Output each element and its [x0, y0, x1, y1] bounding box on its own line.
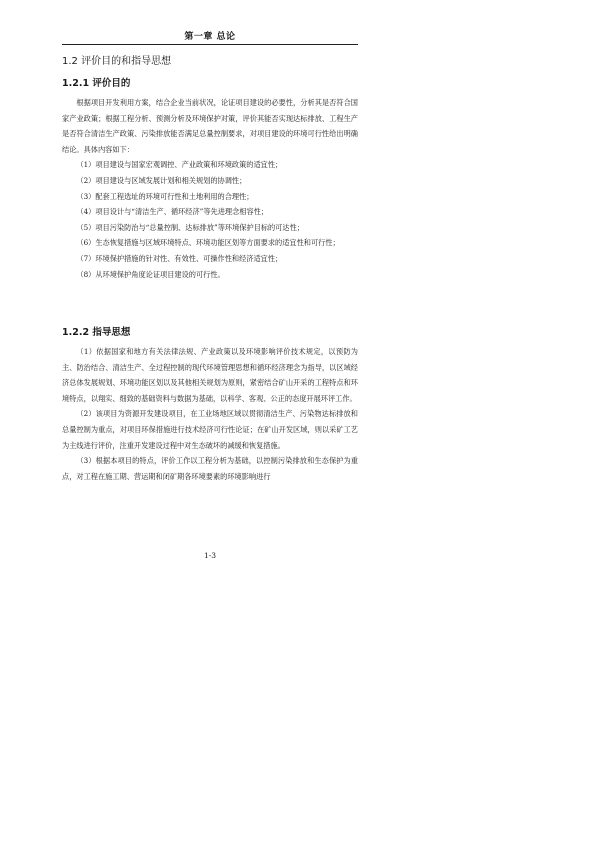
purpose-list-item: （2）项目建设与区域发展计划和相关规划的协调性； — [76, 175, 247, 185]
purpose-list-item: （5）项目污染防治与“总量控制、达标排放”等环境保护目标的可达性； — [76, 222, 304, 232]
guiding-principles-body — [62, 344, 358, 484]
principle-paragraph: （2）该项目为资源开发建设项目，在工业场地区域以贯彻清洁生产、污染物达标排放和总量控制为重点，对项目环保措施进行技术经济可行性论证；在矿山开发区域，则以采矿工艺为主线进行评价，注重开发建设过程中对生态破坏的减缓和恢复措施。 — [62, 409, 358, 450]
purpose-body — [62, 95, 358, 282]
purpose-list-item: （7）环境保护措施的针对性、有效性、可操作性和经济适宜性； — [76, 253, 283, 263]
purpose-list-item: （3）配套工程选址的环境可行性和土地利用的合理性； — [76, 191, 254, 201]
purpose-list-item: （1）项目建设与国家宏观调控、产业政策和环境政策的适宜性； — [76, 160, 283, 170]
running-header: 第一章 总论 — [184, 32, 236, 42]
principle-paragraph: （1）依据国家和地方有关法律法规、产业政策以及环境影响评价技术规定，以预防为主、防治结合、清洁生产、全过程控制的现代环境管理思想和循环经济理念为指导，以区域经济总体发展规划、环境功能区划以及其他相关规划为原则，紧密结合矿山开采的工程特点和环境特点，以翔实、细致的基础资料与数据为基础，以科学、客观、公正的态度开展环评工作。 — [62, 347, 358, 403]
principle-paragraph: （3）根据本项目的特点，评价工作以工程分析为基础，以控制污染排放和生态保护为重点，对工程在施工期、营运期和闭矿期各环境要素的环境影响进行 — [62, 456, 358, 481]
header-rule — [62, 44, 358, 45]
purpose-list-item: （8）从环境保护角度论证项目建设的可行性。 — [76, 269, 225, 279]
purpose-list-item: （6）生态恢复措施与区域环境特点、环境功能区划等方面要求的适宜性和可行性； — [76, 238, 340, 248]
section-title: 1.2 评价目的和指导思想 — [62, 56, 172, 67]
purpose-list-item: （4）项目设计与“清洁生产、循环经济”等先进理念相容性； — [76, 207, 269, 217]
subsection-title-purpose: 1.2.1 评价目的 — [62, 78, 131, 89]
page-number: 1-3 — [203, 551, 217, 560]
purpose-intro-paragraph: 根据项目开发利用方案，结合企业当前状况，论证项目建设的必要性，分析其是否符合国家产业政策；根据工程分析、预测分析及环境保护对策，评价其能否实现达标排放、工程生产是否符合清洁生产政策、污染排放能否满足总量控制要求，对项目建设的环境可行性给出明确结论。具体内容如下： — [62, 98, 358, 154]
subsection-title-guiding-principles: 1.2.2 指导思想 — [62, 327, 131, 338]
